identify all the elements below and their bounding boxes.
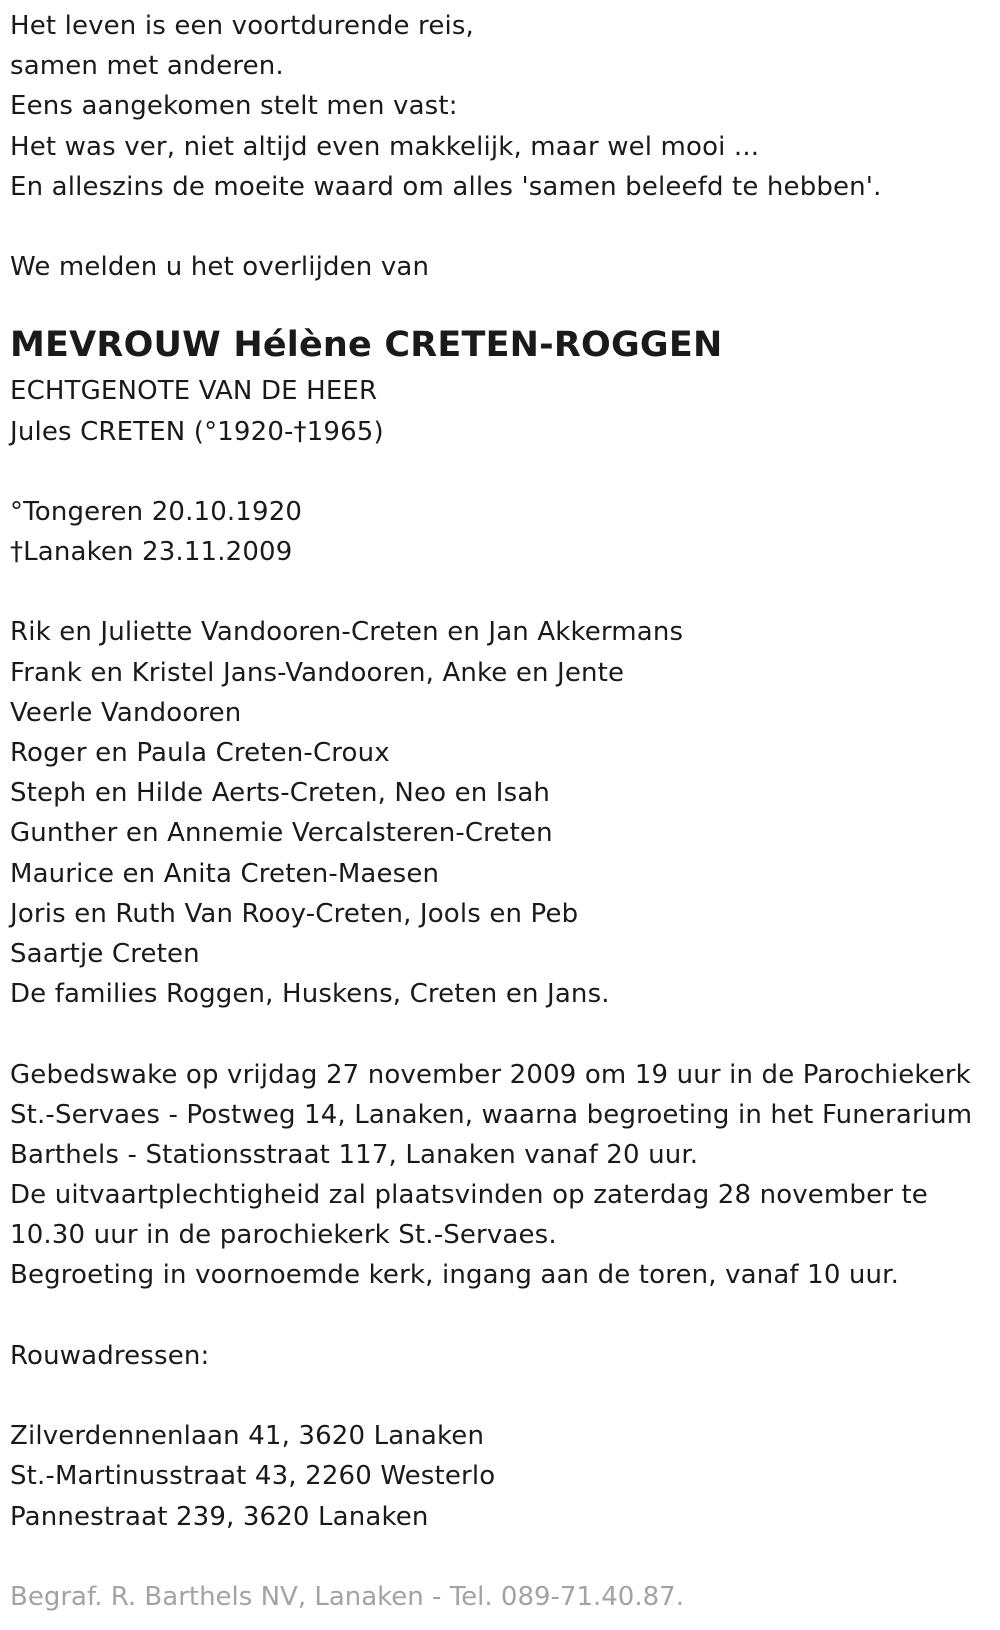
spouse-name: Jules CRETEN (°1920-†1965) [10,416,384,447]
spacer [10,452,985,492]
family-line: Veerle Vandooren [10,697,242,728]
ceremony-line: Gebedswake op vrijdag 27 november 2009 om 19 uur in de Parochiekerk [10,1059,971,1090]
ceremony-details [10,1055,985,1296]
address-line: St.-Martinusstraat 43, 2260 Westerlo [10,1461,496,1492]
addresses-label: Rouwadressen: [10,1340,210,1371]
family-line: Gunther en Annemie Vercalsteren-Creten [10,818,553,849]
family-line: Maurice en Anita Creten-Maesen [10,858,440,889]
family-line: Joris en Ruth Van Rooy-Creten, Jools en Peb [10,898,579,929]
birth-date: °Tongeren 20.10.1920 [10,496,303,527]
address-line: Pannestraat 239, 3620 Lanaken [10,1501,429,1532]
poem-line: Het leven is een voortdurende reis, [10,11,474,41]
family-line: De families Roggen, Huskens, Creten en Jans. [10,979,610,1010]
family-line: Saartje Creten [10,938,200,969]
death-notice [10,6,985,1617]
spacer [10,1014,985,1054]
poem-line: Het was ver, niet altijd even makkelijk, maar wel mooi ... [10,131,760,162]
ceremony-line: De uitvaartplechtigheid zal plaatsvinden op zaterdag 28 november te [10,1180,928,1211]
poem [10,6,985,207]
death-date: †Lanaken 23.11.2009 [10,537,293,568]
spacer [10,572,985,612]
poem-line: Eens aangekomen stelt men vast: [10,91,458,122]
address-line: Zilverdennenlaan 41, 3620 Lanaken [10,1421,485,1452]
ceremony-line: St.-Servaes - Postweg 14, Lanaken, waarna begroeting in het Funerarium [10,1099,973,1130]
spacer [10,1537,985,1577]
spacer [10,1296,985,1336]
spacer [10,207,985,247]
address-list [10,1416,985,1537]
announcement-intro: We melden u het overlijden van [10,252,430,283]
family-line: Roger en Paula Creten-Croux [10,738,390,768]
family-line: Frank en Kristel Jans-Vandooren, Anke en Jente [10,657,625,688]
spacer [10,287,985,319]
funeral-home-footer: Begraf. R. Barthels NV, Lanaken - Tel. 089-71.40.87. [10,1581,684,1612]
poem-line: samen met anderen. [10,51,284,82]
ceremony-line: 10.30 uur in de parochiekerk St.-Servaes. [10,1220,557,1251]
family-line: Rik en Juliette Vandooren-Creten en Jan Akkermans [10,617,684,648]
spouse-title: ECHTGENOTE VAN DE HEER [10,376,378,407]
ceremony-line: Begroeting in voornoemde kerk, ingang aan de toren, vanaf 10 uur. [10,1260,900,1291]
deceased-name: MEVROUW Hélène CRETEN-ROGGEN [10,325,723,366]
family-line: Steph en Hilde Aerts-Creten, Neo en Isah [10,778,551,809]
family-list [10,612,985,1014]
poem-line: En alleszins de moeite waard om alles 'samen beleefd te hebben'. [10,171,882,202]
ceremony-line: Barthels - Stationsstraat 117, Lanaken vanaf 20 uur. [10,1139,699,1170]
spacer [10,1376,985,1416]
